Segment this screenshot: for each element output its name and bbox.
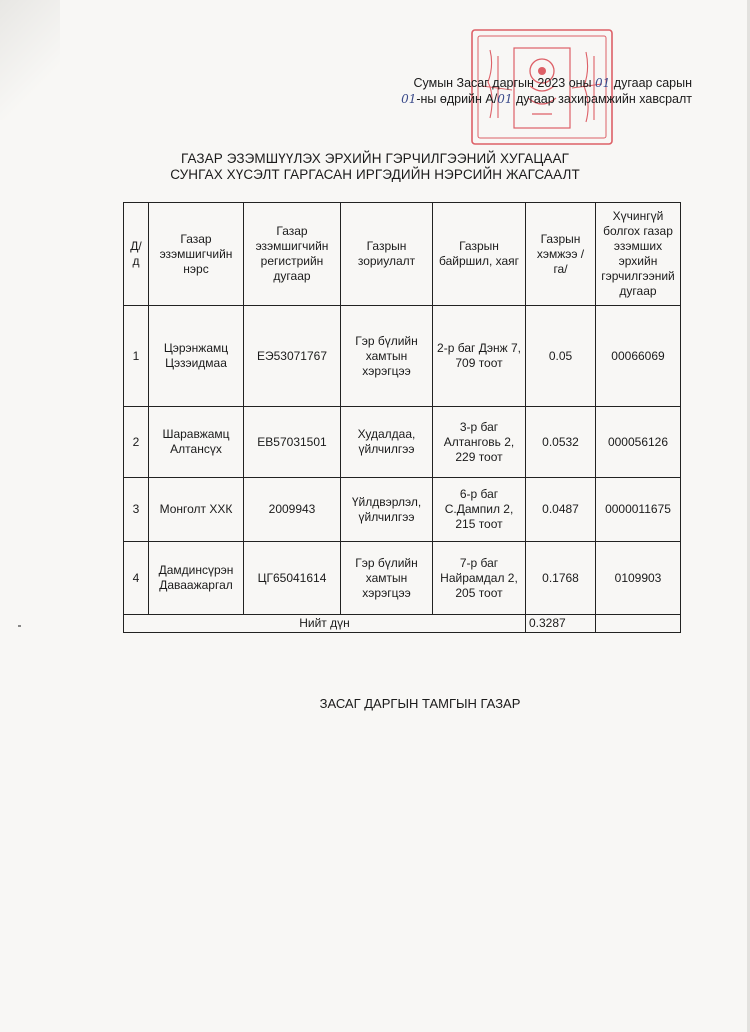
cell-location: 2-р баг Дэнж 7, 709 тоот <box>433 306 526 407</box>
cell-number: 1 <box>124 306 149 407</box>
appendix-note-line1-prefix: Сумын Засаг даргын 2023 оны <box>413 76 592 90</box>
cell-holder-name: Дамдинсүрэн Даваажаргал <box>149 542 244 615</box>
col-header-number: Д/д <box>124 203 149 306</box>
cell-land-purpose: Гэр бүлийн хамтын хэрэгцээ <box>341 542 433 615</box>
total-area-value: 0.3287 <box>526 615 596 633</box>
appendix-note-line1 <box>413 76 692 90</box>
cell-certificate-number: 00066069 <box>596 306 681 407</box>
cell-register-number: ЕВ57031501 <box>244 407 341 478</box>
cell-register-number: ЦГ65041614 <box>244 542 341 615</box>
cell-area: 0.0532 <box>526 407 596 478</box>
cell-land-purpose: Худалдаа, үйлчилгээ <box>341 407 433 478</box>
table-row <box>124 407 681 478</box>
cell-land-purpose: Гэр бүлийн хамтын хэрэгцээ <box>341 306 433 407</box>
cell-register-number: 2009943 <box>244 478 341 542</box>
cell-certificate-number: 0000011675 <box>596 478 681 542</box>
col-header-area: Газрын хэмжээ / га/ <box>526 203 596 306</box>
cell-certificate-number: 0109903 <box>596 542 681 615</box>
cell-holder-name: Цэрэнжамц Цэзэидмаа <box>149 306 244 407</box>
document-title-line2: СУНГАХ ХҮСЭЛТ ГАРГАСАН ИРГЭДИЙН НЭРСИЙН ЖАГСААЛТ <box>170 167 580 182</box>
page-corner-shadow <box>0 0 60 120</box>
cell-holder-name: Монголт ХХК <box>149 478 244 542</box>
issuing-office: ЗАСАГ ДАРГЫН ТАМГЫН ГАЗАР <box>319 696 521 711</box>
cell-register-number: ЕЭ53071767 <box>244 306 341 407</box>
land-holders-table <box>123 202 681 633</box>
handwritten-day: 01 <box>401 92 417 106</box>
scan-mark <box>18 625 21 627</box>
cell-holder-name: Шаравжамц Алтансүх <box>149 407 244 478</box>
appendix-note-line2-suffix: дугаар захирамжийн хавсралт <box>515 92 692 106</box>
col-header-location: Газрын байршил, хаяг <box>433 203 526 306</box>
cell-location: 6-р баг С.Дампил 2, 215 тоот <box>433 478 526 542</box>
cell-certificate-number: 000056126 <box>596 407 681 478</box>
col-header-holder-name: Газар эзэмшигчийн нэрс <box>149 203 244 306</box>
table-row <box>124 542 681 615</box>
appendix-note-line1-suffix: дугаар сарын <box>613 76 692 90</box>
cell-number: 4 <box>124 542 149 615</box>
cell-land-purpose: Үйлдвэрлэл, үйлчилгээ <box>341 478 433 542</box>
cell-location: 3-р баг Алтанговь 2, 229 тоот <box>433 407 526 478</box>
document-title-line1: ГАЗАР ЭЗЭМШҮҮЛЭХ ЭРХИЙН ГЭРЧИЛГЭЭНИЙ ХУГАЦААГ <box>180 151 570 166</box>
cell-number: 3 <box>124 478 149 542</box>
cell-location: 7-р баг Найрамдал 2, 205 тоот <box>433 542 526 615</box>
table-total-row <box>124 615 681 633</box>
table-row <box>124 478 681 542</box>
table-row <box>124 306 681 407</box>
col-header-land-purpose: Газрын зориулалт <box>341 203 433 306</box>
col-header-certificate-number: Хүчингүй болгох газар эзэмших эрхийн гэрчилгээний дугаар <box>596 203 681 306</box>
total-empty-cell <box>596 615 681 633</box>
cell-number: 2 <box>124 407 149 478</box>
appendix-note-line2 <box>401 92 692 106</box>
cell-area: 0.1768 <box>526 542 596 615</box>
total-label: Нийт дүн <box>124 615 526 633</box>
col-header-register-number: Газар эзэмшигчийн регистрийн дугаар <box>244 203 341 306</box>
appendix-note-line2-mid: -ны өдрийн А/ <box>416 92 498 106</box>
handwritten-month: 01 <box>595 76 611 90</box>
cell-area: 0.05 <box>526 306 596 407</box>
cell-area: 0.0487 <box>526 478 596 542</box>
handwritten-order-number: 01 <box>497 92 513 106</box>
table-header-row <box>124 203 681 306</box>
